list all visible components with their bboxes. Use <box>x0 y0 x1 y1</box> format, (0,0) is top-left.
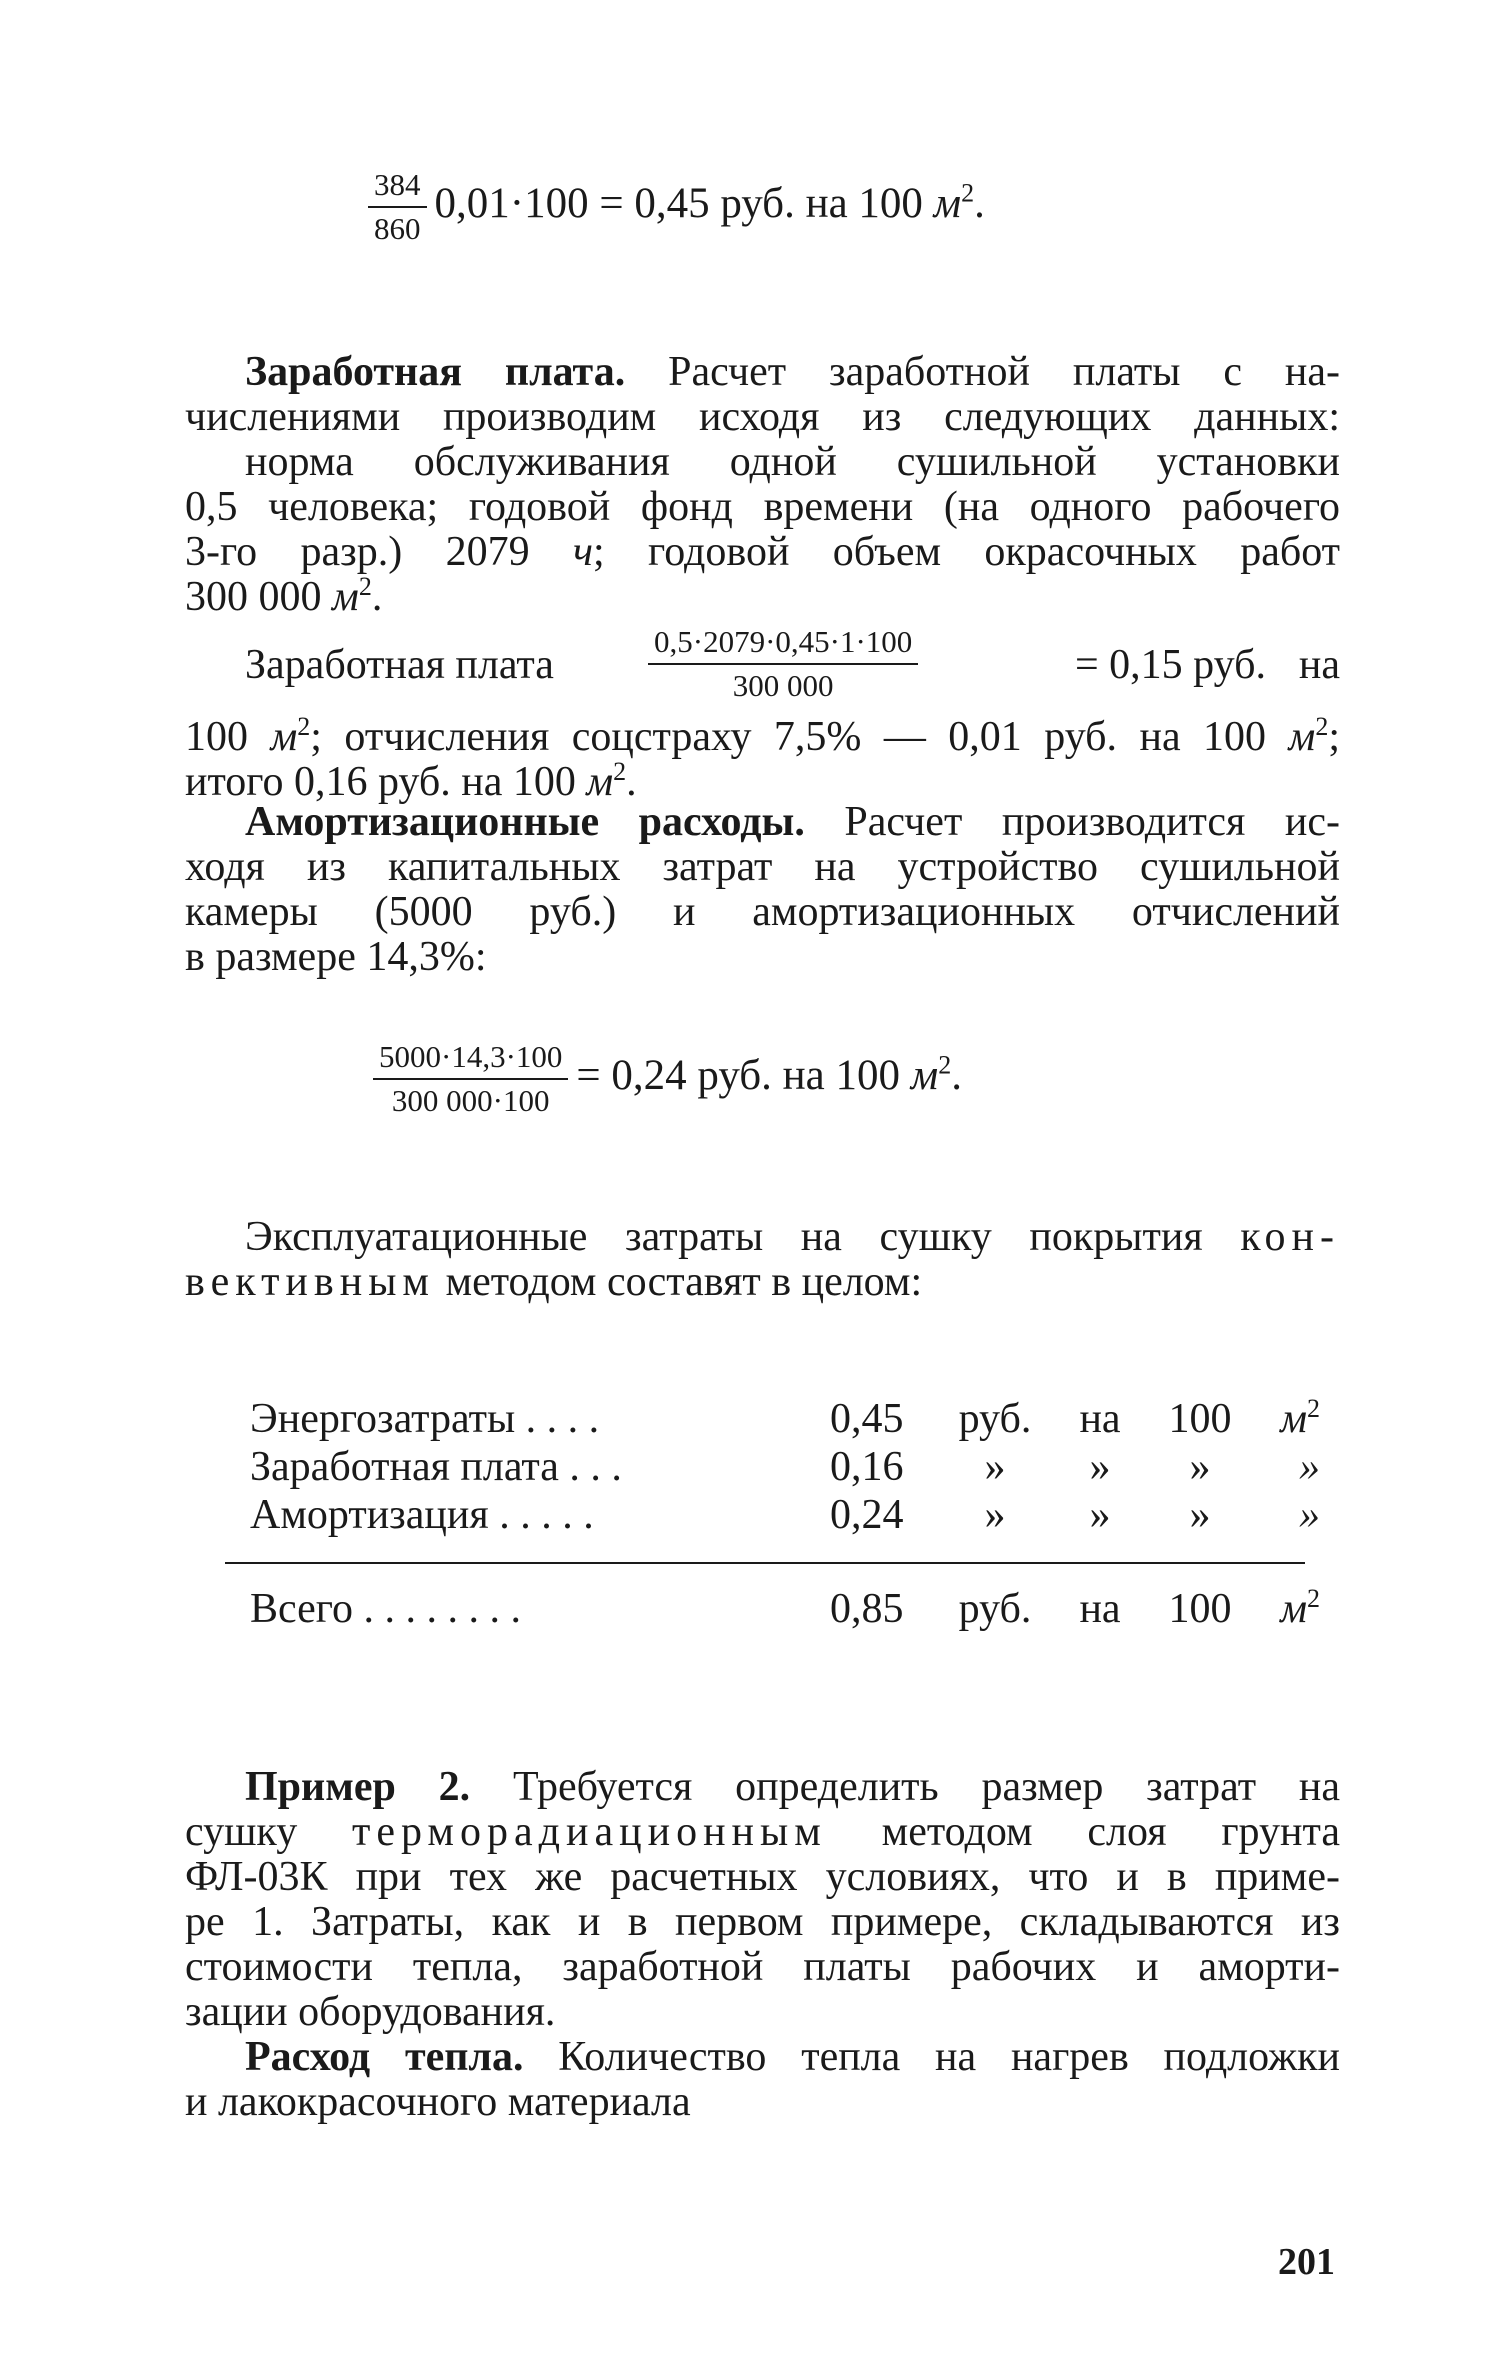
summary-cell-label: Заработная плата . . . <box>250 1444 622 1490</box>
summary-cell-value: 0,45 <box>830 1396 904 1442</box>
summary-row <box>250 1491 1320 1539</box>
energy-cost-formula: $\frac{384}{860}$ 0,01·100 = 0,45 руб. на 100 $м^2$. <box>360 168 985 246</box>
total-row: Всего . . . . . . . . 0,85 руб. на 100 $м^2$ <box>250 1584 1320 1632</box>
cost-total-table <box>250 1585 1320 1633</box>
fraction: $\frac{384}{860}$ <box>368 168 427 246</box>
amortization-formula: $\frac{5000\cdot 14,3\cdot 100}{300 000\cdot 100}$ = 0,24 руб. на 100 $м^2$. <box>365 1040 962 1118</box>
summary-cell-unit: » <box>1299 1492 1320 1538</box>
summary-cell-label: Энергозатраты . . . . <box>250 1396 600 1442</box>
summary-cell-na: на <box>1079 1396 1121 1442</box>
wages-paragraph: Заработная плата. Расчет заработной платы с на- числениями производим исходя из следующих данных: норма обслуживания одной сушильной установки 0,5 человека; годовой фонд времени (на одного рабочего 3-го разр.) 2079 ч; годовой объем окрасочных работ 300 000 $м^2$. <box>185 349 1341 620</box>
summary-cell-unit: » <box>1299 1444 1320 1490</box>
summary-row <box>250 1443 1320 1491</box>
wages-fraction: $\frac{0,5\cdot 2079\cdot 0,45\cdot 1\cdot 100}{300 000}$ <box>648 625 918 703</box>
page-number: 201 <box>1278 2241 1335 2283</box>
summary-cell-value: 0,24 <box>830 1492 904 1538</box>
summary-cell-num: 100 <box>1168 1396 1232 1442</box>
wages-calculation: Заработная плата $\frac{0,5\cdot 2079\cdot 0,45\cdot 1\cdot 100}{300 000}$ = 0,15 руб. на 100 $м^2$; отчисления соцстраху 7,5% — 0,01 руб. на 100 $м^2$; итого 0,16 руб. на 100 $м^2$. <box>185 624 1341 805</box>
summary-cell-na: » <box>1089 1492 1111 1538</box>
example-2-paragraph: Пример 2. Требуется определить размер затрат на сушку терморадиационным методом слоя грунта ФЛ-03К при тех же расчетных условиях, что и в приме- ре 1. Затраты, как и в первом примере, складываются из стоимости тепла, заработной платы рабочих и аморти- зации оборудования. <box>185 1764 1340 2035</box>
summary-cell-unit: » <box>984 1492 1006 1538</box>
cost-summary-table <box>250 1395 1320 1539</box>
summary-cell-na: » <box>1089 1444 1111 1490</box>
amortization-paragraph: Амортизационные расходы. Расчет производится ис- ходя из капитальных затрат на устройство сушильной камеры (5000 руб.) и амортизационных отчислений в размере 14,3%: <box>185 799 1341 980</box>
summary-rule <box>225 1562 1305 1564</box>
summary-cell-num: » <box>1189 1444 1211 1490</box>
summary-cell-unit: » <box>984 1444 1006 1490</box>
summary-cell-unit: $м^2$ <box>1280 1394 1320 1442</box>
fraction: $\frac{5000\cdot 14,3\cdot 100}{300 000\cdot 100}$ <box>373 1040 568 1118</box>
operating-costs-intro: Эксплуатационные затраты на сушку покрытия кон- вективным методом составят в целом: <box>185 1214 1340 1305</box>
summary-cell-value: 0,16 <box>830 1444 904 1490</box>
summary-cell-label: Амортизация . . . . . <box>250 1492 594 1538</box>
summary-cell-unit: руб. <box>958 1396 1032 1442</box>
summary-cell-num: » <box>1189 1492 1211 1538</box>
heat-consumption-paragraph: Расход тепла. Количество тепла на нагрев подложки и лакокрасочного материала <box>185 2034 1340 2125</box>
summary-row <box>250 1395 1320 1443</box>
